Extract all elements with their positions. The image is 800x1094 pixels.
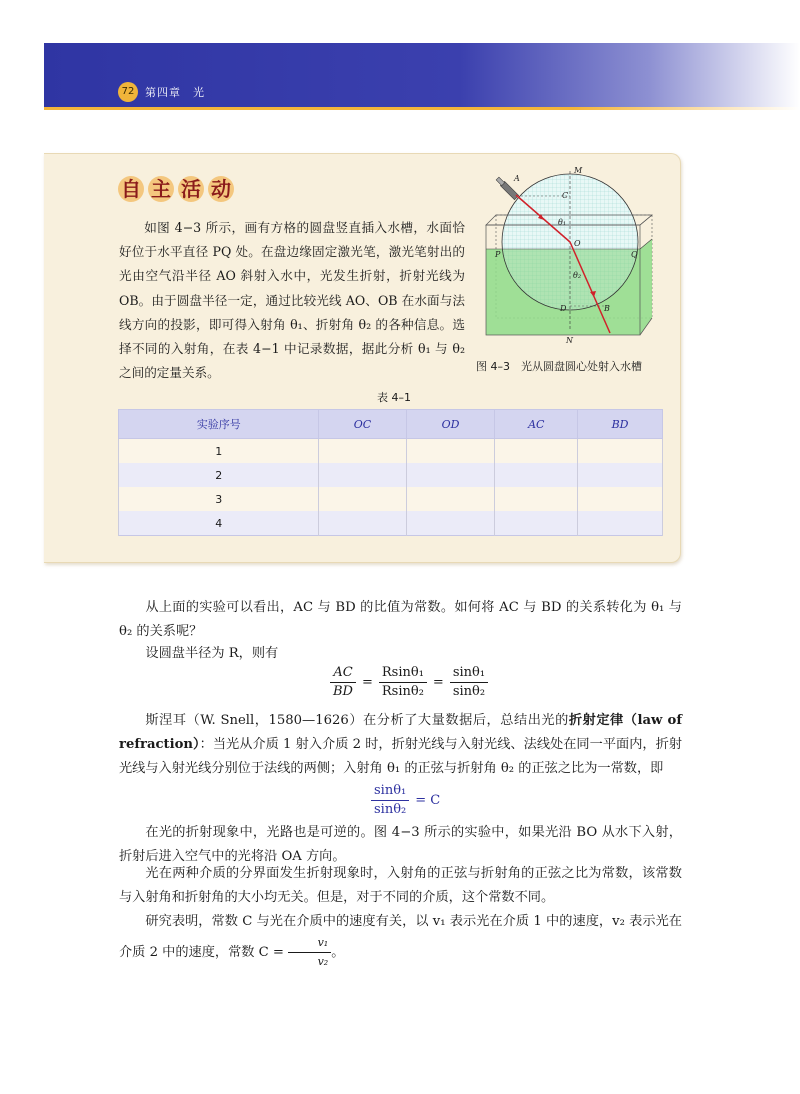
- table-cell: [406, 463, 495, 487]
- paragraph-reversible: 在光的折射现象中，光路也是可逆的。图 4−3 所示的实验中，如果光沿 BO 从水下入射，折射后进入空气中的光将沿 OA 方向。: [119, 825, 682, 864]
- data-table: [118, 409, 663, 536]
- activity-title-char: 活: [178, 176, 204, 202]
- paragraph-1: 从上面的实验可以看出，AC 与 BD 的比值为常数。如何将 AC 与 BD 的关系转化为 θ₁ 与 θ₂ 的关系呢？: [119, 600, 682, 639]
- fraction: $\frac{\text{v₁}}{\text{v₂}}$: [288, 934, 331, 971]
- table-cell: [319, 439, 406, 464]
- table-header: BD: [578, 410, 663, 439]
- table-cell: 1: [119, 439, 319, 464]
- table-cell: [495, 439, 578, 464]
- figure-caption: 图 4–3 光从圆盘圆心处射入水槽: [476, 360, 642, 373]
- label-C: C: [562, 191, 569, 200]
- label-B: B: [604, 304, 610, 313]
- table-cell: [319, 511, 406, 536]
- label-theta1: θ₁: [558, 218, 567, 227]
- activity-title-char: 动: [208, 176, 234, 202]
- table-cell: 3: [119, 487, 319, 511]
- table-cell: [578, 511, 663, 536]
- paragraph-2: 设圆盘半径为 R，则有: [145, 646, 279, 661]
- paragraph-constant: 光在两种介质的分界面发生折射现象时，入射角的正弦与折射角的正弦之比为常数，该常数与入射角和折射角的大小均无关。但是，对于不同的介质，这个常数不同。: [119, 866, 682, 905]
- snell-law-formula: $\frac{\text{sinθ₁}}{\text{sinθ₂}}$ = C: [371, 782, 440, 819]
- label-P: P: [495, 250, 501, 259]
- table-row: [119, 487, 663, 511]
- table-cell: [406, 439, 495, 464]
- label-Q: Q: [631, 250, 638, 259]
- table-cell: [495, 463, 578, 487]
- chapter-title: 第四章 光: [145, 86, 205, 99]
- fraction: $\frac{AC}{BD}$: [330, 664, 356, 701]
- label-theta2: θ₂: [573, 271, 582, 280]
- table-row: [119, 463, 663, 487]
- table-header: OD: [406, 410, 495, 439]
- label-M: M: [574, 166, 583, 175]
- refraction-figure: [476, 163, 672, 353]
- paragraph-speed: 研究表明，常数 C 与光在介质中的速度有关，以 v₁ 表示光在介质 1 中的速度，v₂ 表示光在介质 2 中的速度，常数 C = $\frac{\text{v₁}}{\text{v₂}}$ 。: [119, 910, 682, 971]
- fraction: $\frac{\text{sinθ₁}}{\text{sinθ₂}}$: [371, 782, 409, 819]
- table-cell: [319, 487, 406, 511]
- table-cell: [495, 511, 578, 536]
- fraction: $\frac{\text{sinθ₁}}{\text{sinθ₂}}$: [450, 664, 488, 701]
- table-row: [119, 511, 663, 536]
- law-term: 折射定律（law of refraction）: [119, 713, 682, 752]
- paragraph-snell: 斯涅耳（W. Snell，1580—1626）在分析了大量数据后，总结出光的折射定律（law of refraction）：当光从介质 1 射入介质 2 时，折射光线与入射光线、法线处在同一平面内，折射光线与入射光线分别位于法线的两侧；入射角 θ₁ 的正弦与折射角 θ₂ 的正弦之比为一常数，即: [119, 713, 683, 776]
- table-cell: [578, 487, 663, 511]
- label-D: D: [560, 304, 567, 313]
- table-cell: [406, 487, 495, 511]
- activity-title: [118, 176, 234, 202]
- ratio-formula: $\frac{AC}{BD}$ = $\frac{\text{Rsinθ₁}}{\text{Rsinθ₂}}$ = $\frac{\text{sinθ₁}}{\text{sinθ₂}}$: [330, 664, 488, 701]
- header-rule: [44, 107, 800, 110]
- table-header: 实验序号: [119, 410, 319, 439]
- table-title: 表 4–1: [377, 391, 411, 404]
- table-cell: 2: [119, 463, 319, 487]
- label-N: N: [566, 336, 573, 345]
- table-cell: [319, 463, 406, 487]
- fraction: $\frac{\text{Rsinθ₁}}{\text{Rsinθ₂}}$: [379, 664, 427, 701]
- table-cell: [406, 511, 495, 536]
- table-row: [119, 439, 663, 464]
- activity-title-char: 主: [148, 176, 174, 202]
- activity-title-char: 自: [118, 176, 144, 202]
- page-number: 72: [118, 82, 138, 102]
- table-cell: 4: [119, 511, 319, 536]
- activity-paragraph: 如图 4−3 所示，画有方格的圆盘竖直插入水槽，水面恰好位于水平直径 PQ 处。在盘边缘固定激光笔，激光笔射出的光由空气沿半径 AO 斜射入水中，光发生折射，折射光线为 OB。由于圆盘半径一定，通过比较光线 AO、OB 在水面与法线方向的投影，即可得入射角 θ₁、折射角 θ₂ 的各种信息。选择不同的入射角，在表 4−1 中记录数据，据此分析 θ₁ 与 θ₂ 之间的定量关系。: [119, 220, 465, 381]
- table-cell: [578, 463, 663, 487]
- table-cell: [578, 439, 663, 464]
- label-O: O: [574, 239, 581, 248]
- table-header: OC: [319, 410, 406, 439]
- table-header: AC: [495, 410, 578, 439]
- label-A: A: [514, 174, 520, 183]
- table-cell: [495, 487, 578, 511]
